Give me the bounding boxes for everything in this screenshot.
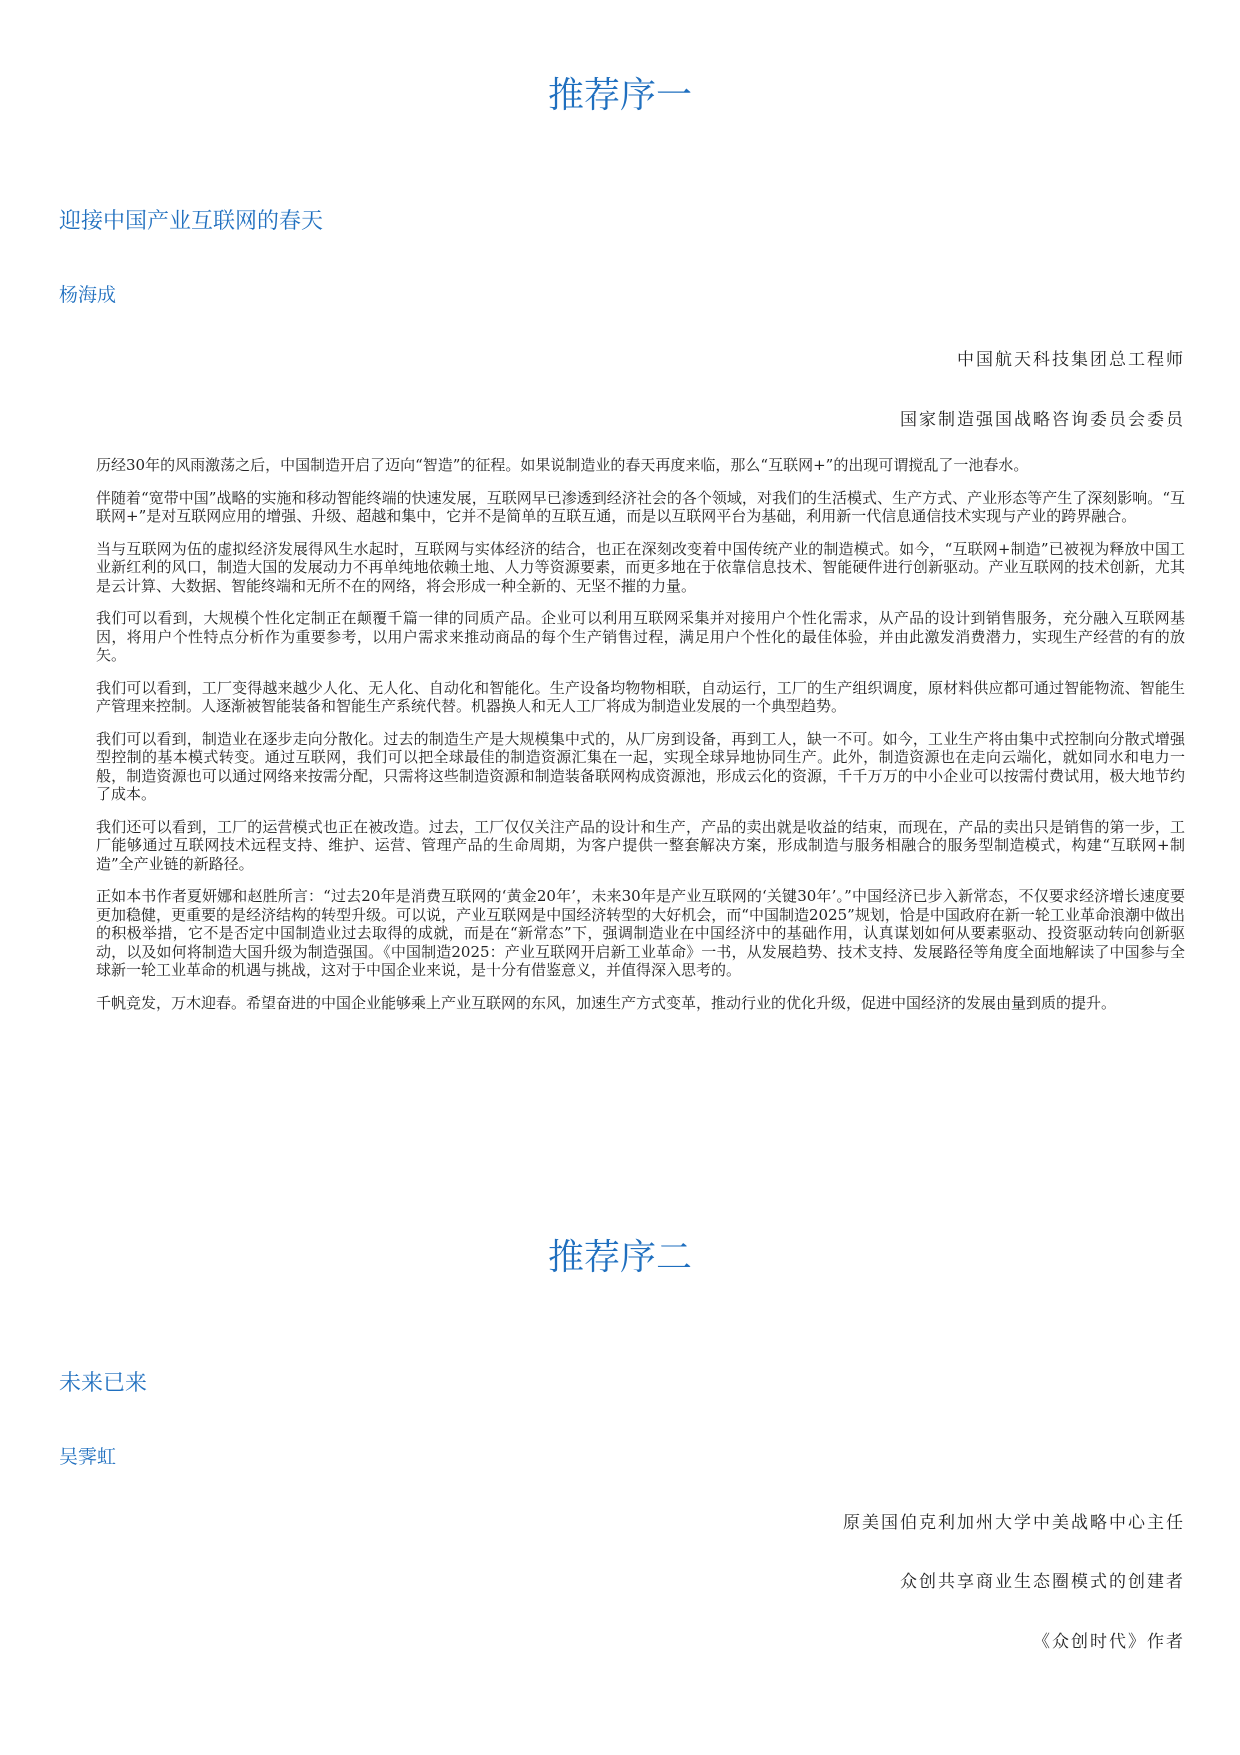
foreword1-title: 推荐序一 — [547, 75, 692, 116]
paragraph: 我们还可以看到，工厂的运营模式也正在被改造。过去，工厂仅仅关注产品的设计和生产，产品的卖出就是收益的结束，而现在，产品的卖出只是销售的第一步，工厂能够通过互联网技术远程支持、维护、运营、管理产品的生命周期，为客户提供一整套解决方案，形成制造与服务相融合的服务型制造模式，构建“互联网+制造”全产业链的新路径。 — [96, 817, 1185, 873]
paragraph: 正如本书作者夏妍娜和赵胜所言：“过去20年是消费互联网的‘黄金20年’，未来30年是产业互联网的‘关键30年’。”中国经济已步入新常态，不仅要求经济增长速度要更加稳健，更重要的是经济结构的转型升级。可以说，产业互联网是中国经济转型的大好机会，而“中国制造2025”规划，恰是中国政府在新一轮工业革命浪潮中做出的积极举措，它不是否定中国制造业过去取得的成就，而是在“新常态”下，强调制造业在中国经济中的基础作用，认真谋划如何从要素驱动、投资驱动转向创新驱动，以及如何将制造大国升级为制造强国。《中国制造2025：产业互联网开启新工业革命》一书，从发展趋势、技术支持、发展路径等角度全面地解读了中国参与全球新一轮工业革命的机遇与挑战，这对于中国企业来说，是十分有借鉴意义，并值得深入思考的。 — [96, 887, 1185, 979]
paragraph: 当与互联网为伍的虚拟经济发展得风生水起时，互联网与实体经济的结合，也正在深刻改变着中国传统产业的制造模式。如今，“互联网+制造”已被视为释放中国工业新红利的风口，制造大国的发展动力不再单纯地依赖土地、人力等资源要素，而更多地在于依靠信息技术、智能硬件进行创新驱动。产业互联网的技术创新，尤其是云计算、大数据、智能终端和无所不在的网络，将会形成一种全新的、无坚不摧的力量。 — [96, 539, 1185, 595]
foreword2-title: 推荐序二 — [547, 1237, 692, 1278]
foreword1-body — [96, 456, 1185, 1026]
foreword2-subtitle: 未来已来 — [59, 1371, 148, 1396]
foreword2-author: 吴霁虹 — [59, 1446, 117, 1468]
paragraph: 我们可以看到，大规模个性化定制正在颠覆千篇一律的同质产品。企业可以利用互联网采集并对接用户个性化需求，从产品的设计到销售服务，充分融入互联网基因，将用户个性特点分析作为重要参考，以用户需求来推动商品的每个生产销售过程，满足用户个性化的最佳体验，并由此激发消费潜力，实现生产经营的有的放矢。 — [96, 609, 1185, 664]
foreword2-affiliation-2: 众创共享商业生态圈模式的创建者 — [900, 1572, 1185, 1592]
paragraph: 历经30年的风雨激荡之后，中国制造开启了迈向“智造”的征程。如果说制造业的春天再度来临，那么“互联网+”的出现可谓搅乱了一池春水。 — [96, 456, 1029, 474]
foreword1-author: 杨海成 — [59, 284, 117, 306]
foreword1-affiliation-2: 国家制造强国战略咨询委员会委员 — [900, 410, 1185, 430]
foreword2-affiliation-1: 原美国伯克利加州大学中美战略中心主任 — [843, 1513, 1185, 1533]
foreword1-subtitle: 迎接中国产业互联网的春天 — [59, 209, 324, 234]
foreword1-affiliation-1: 中国航天科技集团总工程师 — [957, 350, 1185, 370]
paragraph: 我们可以看到，制造业在逐步走向分散化。过去的制造生产是大规模集中式的，从厂房到设备，再到工人，缺一不可。如今，工业生产将由集中式控制向分散式增强型控制的基本模式转变。通过互联网，我们可以把全球最佳的制造资源汇集在一起，实现全球异地协同生产。此外，制造资源也在走向云端化，就如同水和电力一般，制造资源也可以通过网络来按需分配，只需将这些制造资源和制造装备联网构成资源池，形成云化的资源，千千万万的中小企业可以按需付费试用，极大地节约了成本。 — [96, 729, 1185, 803]
paragraph: 我们可以看到，工厂变得越来越少人化、无人化、自动化和智能化。生产设备均物物相联，自动运行，工厂的生产组织调度，原材料供应都可通过智能物流、智能生产管理来控制。人逐渐被智能装备和智能生产系统代替。机器换人和无人工厂将成为制造业发展的一个典型趋势。 — [96, 678, 1185, 715]
foreword2-affiliation-3: 《众创时代》作者 — [1033, 1632, 1185, 1652]
paragraph: 千帆竞发，万木迎春。希望奋进的中国企业能够乘上产业互联网的东风，加速生产方式变革，推动行业的优化升级，促进中国经济的发展由量到质的提升。 — [96, 993, 1117, 1012]
paragraph: 伴随着“宽带中国”战略的实施和移动智能终端的快速发展，互联网早已渗透到经济社会的各个领域，对我们的生活模式、生产方式、产业形态等产生了深刻影响。“互联网+”是对互联网应用的增强、升级、超越和集中，它并不是简单的互联互通，而是以互联网平台为基础，利用新一代信息通信技术实现与产业的跨界融合。 — [96, 488, 1185, 525]
